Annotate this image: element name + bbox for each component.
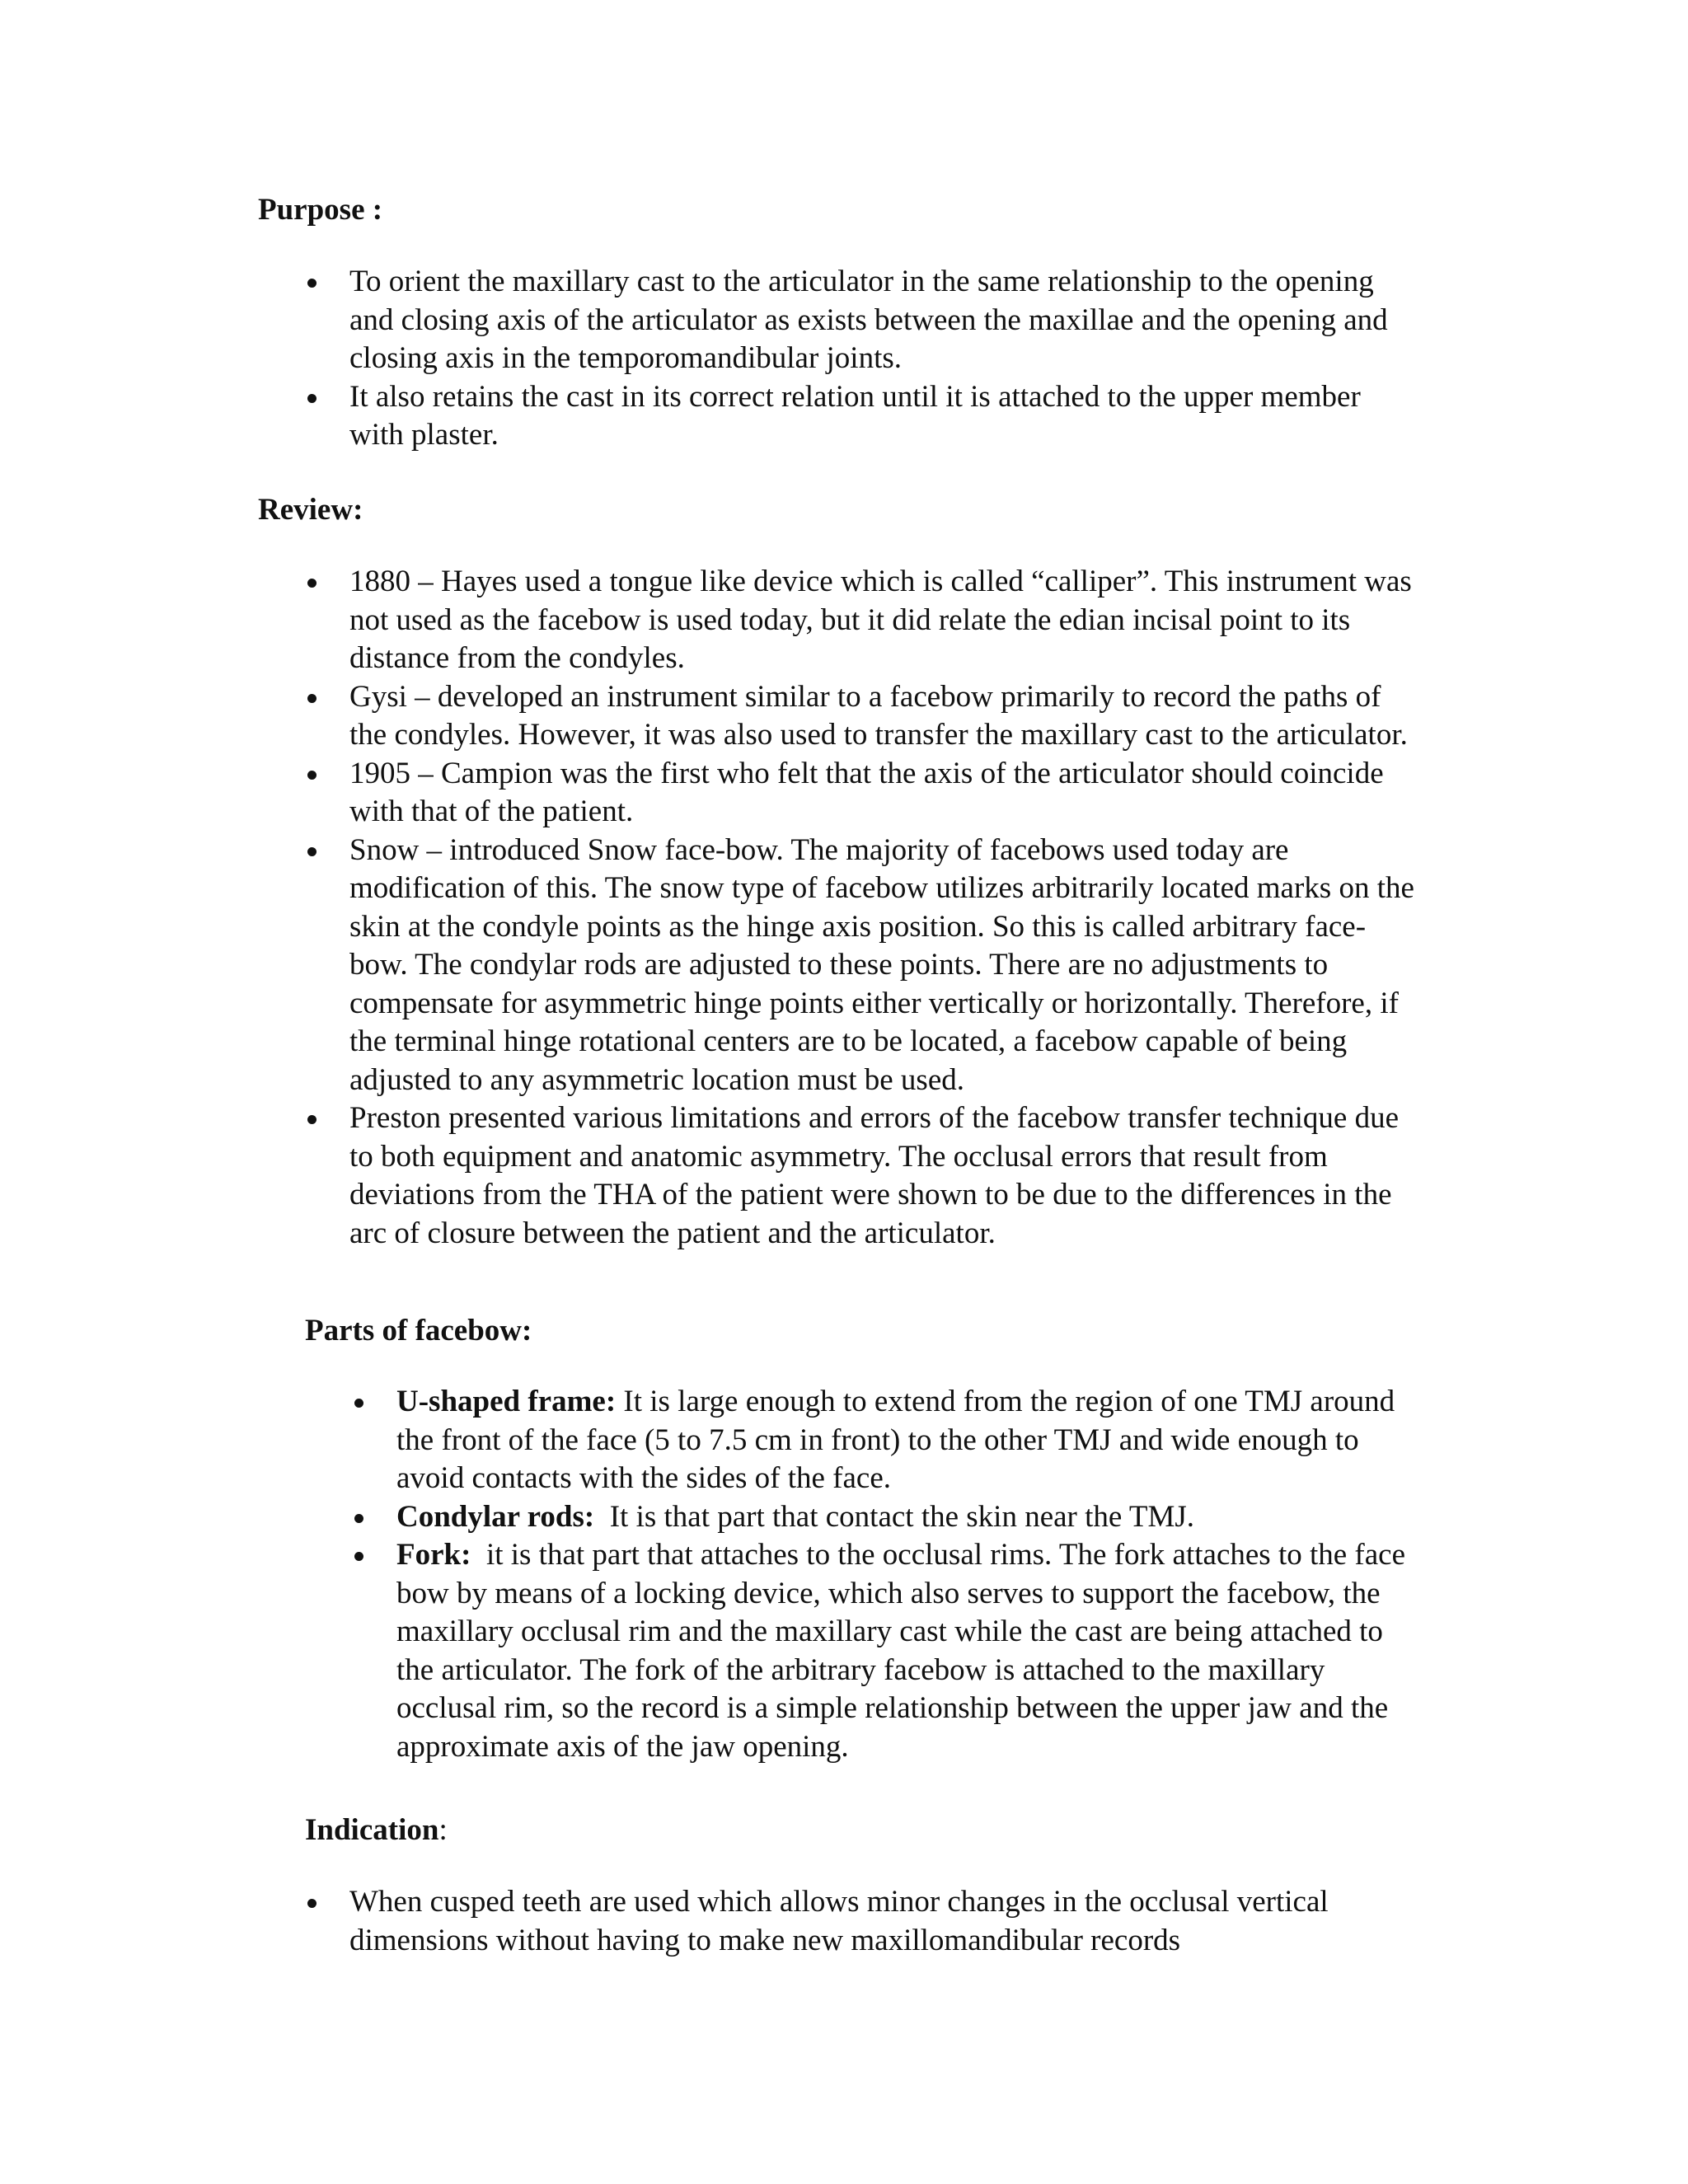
indication-heading-colon: : (438, 1813, 448, 1847)
part-description: It is that part that contact the skin near the TMJ. (594, 1499, 1195, 1534)
parts-list (396, 1383, 1427, 1766)
bullet-icon (354, 1552, 363, 1561)
list-item-text: 1880 – Hayes used a tongue like device which is called “calliper”. This instrument was not used as the facebow is used today, but it did relate the edian incisal point to its distance from the condyles. (349, 565, 1412, 675)
review-list (349, 563, 1421, 1253)
purpose-heading: Purpose : (258, 193, 383, 227)
bullet-icon (354, 1399, 363, 1408)
list-item (349, 832, 1421, 1100)
list-item-text: 1905 – Campion was the first who felt that the axis of the articulator should coincide with that of the patient. (349, 756, 1384, 828)
part-term: Fork: (396, 1538, 471, 1572)
bullet-icon (307, 1899, 316, 1908)
list-item-text: It also retains the cast in its correct relation until it is attached to the upper member with plaster. (349, 379, 1361, 452)
bullet-icon (307, 579, 316, 588)
list-item (349, 1883, 1421, 1960)
bullet-icon (307, 847, 316, 856)
list-item (349, 263, 1421, 378)
list-item-text: When cusped teeth are used which allows minor changes in the occlusal vertical dimensions without having to make new maxillomandibular records (349, 1885, 1329, 1957)
indication-heading-text: Indication (305, 1813, 439, 1847)
parts-heading: Parts of facebow: (305, 1314, 532, 1347)
list-item-text: Snow – introduced Snow face-bow. The majority of facebows used today are modification of this. The snow type of facebow utilizes arbitrarily located marks on the skin at the condyle points as the hinge axis position. So this is called arbitrary face- bow. The condylar rods are adjusted to these points. There are no adjustments to compensate for asymmetric hinge points either vertically or horizontally. Therefore, if the terminal hinge rotational centers are to be located, a facebow capable of being adjusted to any asymmetric location must be used. (349, 832, 1414, 1097)
part-term: Condylar rods: (396, 1499, 595, 1534)
part-term: U-shaped frame: (396, 1385, 617, 1418)
bullet-icon (307, 279, 316, 288)
bullet-icon (354, 1514, 363, 1523)
list-item (349, 755, 1421, 832)
purpose-list (349, 263, 1421, 455)
bullet-icon (307, 694, 316, 703)
list-item (396, 1536, 1427, 1766)
list-item (349, 563, 1421, 678)
list-item-text: To orient the maxillary cast to the articulator in the same relationship to the opening and closing axis of the articulator as exists between the maxillae and the opening and closing axis in the temporomandibular joints. (349, 265, 1388, 375)
list-item-text: Gysi – developed an instrument similar to a facebow primarily to record the paths of the condyles. However, it was also used to transfer the maxillary cast to the articulator. (349, 679, 1408, 752)
list-item (396, 1498, 1427, 1537)
indication-list (349, 1883, 1421, 1960)
list-item (349, 378, 1421, 455)
review-heading: Review: (258, 493, 363, 527)
list-item (349, 678, 1421, 755)
list-item-text: Preston presented various limitations and errors of the facebow transfer technique due to both equipment and anatomic asymmetry. The occlusal errors that result from deviations from the THA of the patient were shown to be due to the differences in the arc of closure between the patient and the articulator. (349, 1101, 1399, 1250)
bullet-icon (307, 394, 316, 403)
list-item (349, 1099, 1421, 1253)
part-description: It is large enough to extend from the region of one TMJ around the front of the face (5 to 7.5 cm in front) to the other TMJ and wide enough to avoid contacts with the sides of the face. (396, 1385, 1395, 1495)
indication-heading (305, 1811, 448, 1849)
part-description: it is that part that attaches to the occlusal rims. The fork attaches to the face bow by means of a locking device, which also serves to support the facebow, the maxillary occlusal rim and the maxillary cast while the cast are being attached to the articulator. The fork of the arbitrary facebow is attached to the maxillary occlusal rim, so the record is a simple relationship between the upper jaw and the approximate axis of the jaw opening. (396, 1538, 1414, 1764)
bullet-icon (307, 1115, 316, 1124)
bullet-icon (307, 771, 316, 780)
list-item (396, 1383, 1427, 1498)
